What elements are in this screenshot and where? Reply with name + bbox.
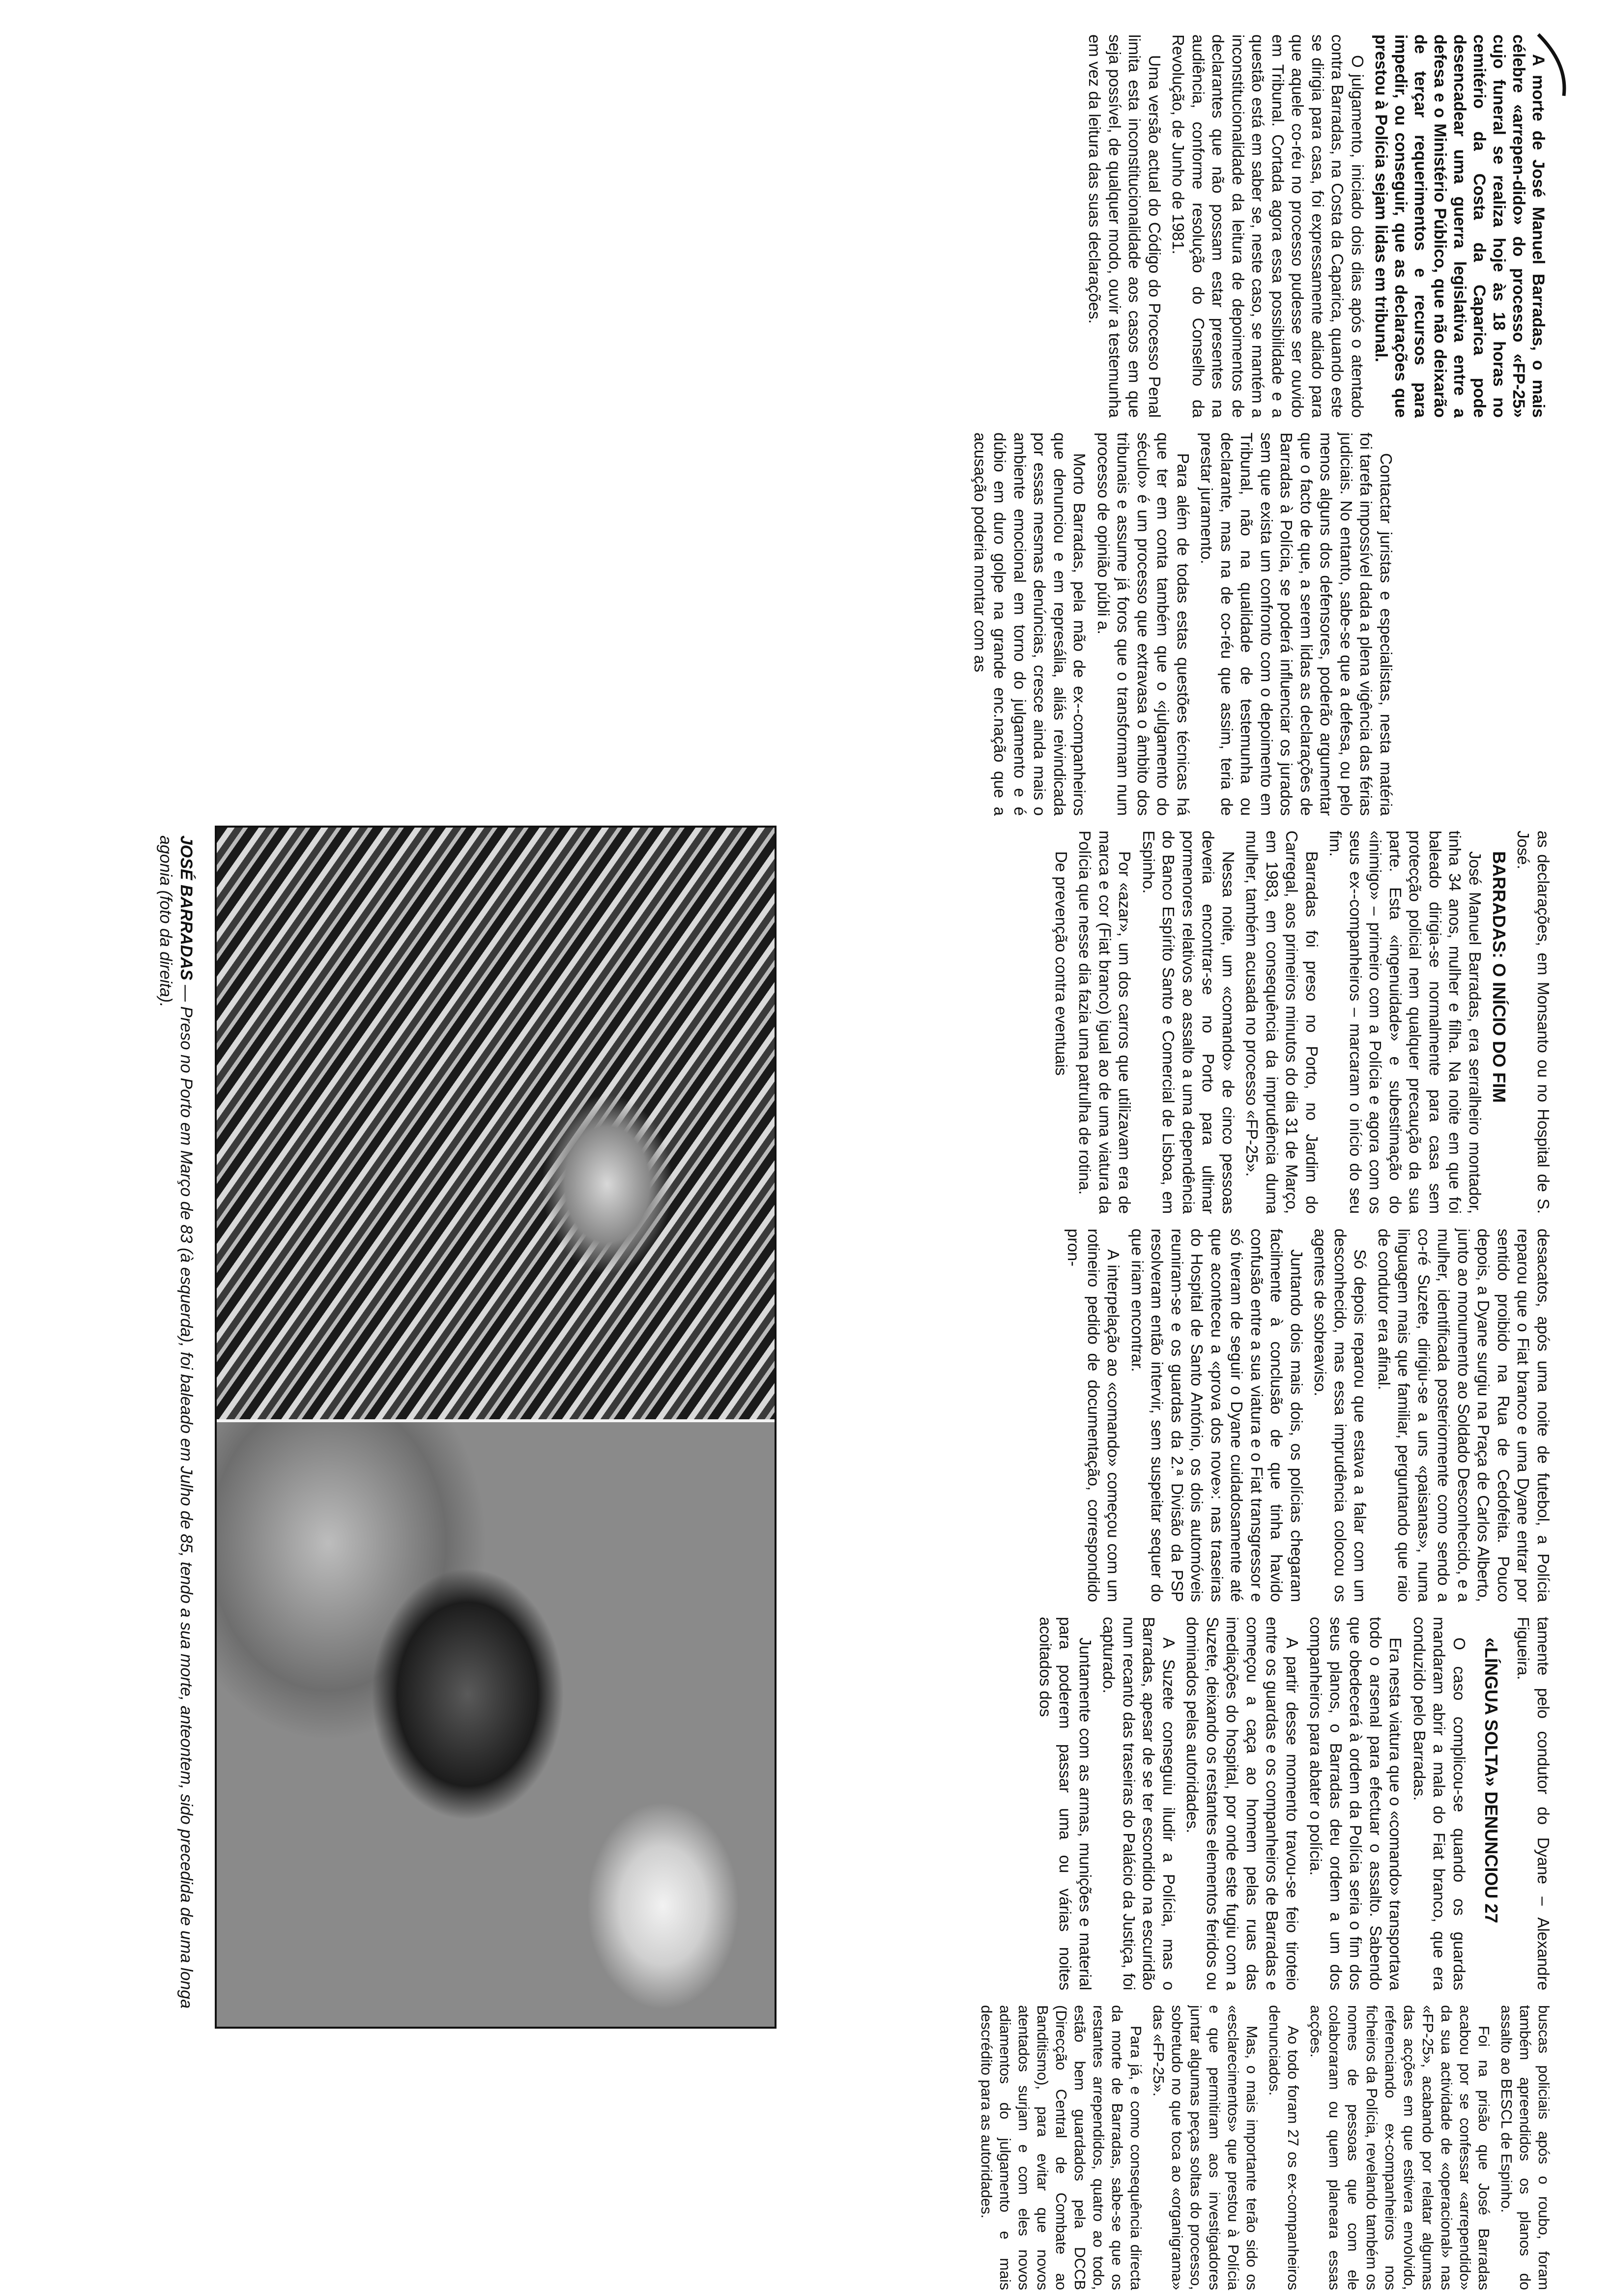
paragraph: Era nesta viatura que o «comando» transportava todo o arsenal para efectuar o assalto. Sabendo que obedecerá à ordem da Polícia seria o fim dos seus planos, o Barradas deu ordem a um dos companheiros para abater o polícia. [1307, 1617, 1405, 1990]
paragraph: Por «azar», um dos carros que utilizavam era de marca e cor (Fiat branco) igual ao de uma viatura da Polícia que nesse dia fazia uma patrulha de rotina. [1076, 831, 1134, 1214]
paragraph: buscas policiais após o roubo, foram também apreendidos os planos do assalto ao BESCL de Espinho. [1498, 2005, 1553, 2290]
caption-name: JOSÉ BARRADAS [177, 835, 196, 980]
paragraph: Nessa noite, um «comando» de cinco pessoas deveria encontrar-se no Porto para ultimar pormenores relativos ao assalto a uma dependência do Banco Espírito Santo e Comercial de Lisboa, em Espinho. [1140, 831, 1238, 1214]
photo-caption [155, 835, 197, 2020]
article-column-3 [1047, 831, 1554, 1214]
paragraph: Contactar juristas e especialistas, nesta matéria foi tarefa impossível dada a plena vigência das férias judiciais. No entanto, sabe-se que a defesa, ou pelo menos alguns dos defensores, poderão argumentar que o facto de que, a serem lidas as declarações de Barradas à Polícia, se poderá influenciar os jurados sem que exista um confronto com o depoimento em Tribunal, não na qualidade de testemunha ou declarante, mas na de co-réu que assim, teria de prestar juramento. [1198, 432, 1395, 816]
paragraph: José Manuel Barradas, era serralheiro montador, tinha 34 anos, mulher e filha. Na noite em que foi baleado dirigia-se normalmente para casa sem protecção policial nem qualquer precaução da sua parte. Esta «ingenuidade» e subestimação do «inimigo» – primeiro com a Polícia e agora com os seus ex--companheiros – marcaram o início do seu fim. [1326, 831, 1484, 1214]
caption-text: — Preso no Porto em Março de 83 (à esquerda), foi baleado em Julho de 85, tendo a sua morte, anteontem, sido precedida de uma longa agonia (foto da direita). [156, 835, 196, 2009]
paragraph: as declarações, em Monsanto ou no Hospital de S. José. [1514, 831, 1553, 1214]
subheading-lingua-solta: «LÍNGUA SOLTA» DENUNCIOU 27 [1481, 1637, 1501, 1923]
paragraph: Para já, e como consequência directa da morte de Barradas, sabe-se que os restantes arrependidos, quatro ao todo, estão bem guardados pela DCCB (Direcção Central de Combate ao Banditismo), para evitar que novos atentados surjam e com eles novos adiamentos do julgamento e mais descrédito para as autoridades. [978, 2005, 1145, 2290]
paragraph: A Suzete conseguiu iludir a Polícia, mas o Barradas, apesar de se ter escondido na escuridão num recanto das traseiras do Palácio da Justiça, foi capturado. [1100, 1617, 1178, 1990]
paragraph: Barradas foi preso no Porto, no Jardim do Carregal, aos primeiros minutos do dia 31 de Março, em 1983, em consequência da imprudência duma mulher, também acusada no processo «FP-25». [1243, 831, 1321, 1214]
photo-barradas-hospital [217, 1422, 775, 2027]
paragraph: A interpelação ao «comando» começou com um rotineiro pedido de documentação, correspondido pron- [1065, 1229, 1123, 1602]
paragraph: Para além de todas estas questões técnicas há que ter em conta também que o «julgamento do século» é um processo que extravasa o âmbito dos tribunais e assume já foros que o transformam num processo de opinião públi a. [1094, 432, 1192, 816]
paragraph: O julgamento, iniciado dois dias após o atentado contra Barradas, na Costa da Caparica, quando este se dirigia para casa, foi expressamente adiado para que aquele co-réu no processo pudesse ser ouvido em Tribunal. Cortada agora essa possibilidade e a questão está em saber se, neste caso, se mantém a inconstitucionalidade da leitura de depoimentos de declarantes que não possam estar presentes na audiência, conforme resolução do Conselho da Revolução, de Junho de 1981. [1169, 34, 1367, 418]
article-column-5 [791, 1617, 1553, 1990]
paragraph: De prevenção contra eventuais [1052, 851, 1070, 1076]
article-column-4 [1060, 1229, 1553, 1602]
photo-pair [215, 826, 777, 2029]
paragraph: desacatos, após uma noite de futebol, a Polícia reparou que o Fiat branco e uma Dyane entrar por sentido proibido na Rua de Cedofeita. Pouco depois, a Dyane surgiu na Praça de Carlos Alberto, junto ao monumento ao Soldado Desconhecido, e a mulher, identificada posteriormente como sendo a co-ré Suzete, dirigiu-se a uns «paisanas», numa linguagem mais que familiar, perguntando que raio de condutor era afinal. [1375, 1229, 1553, 1602]
article-lead: A morte de José Manuel Barradas, o mais célebre «arrepen-dido» do processo «FP-25» cujo funeral se realiza hoje às 18 horas no cemitério da Costa da Caparica pode desencadear uma guerra legislativa entre a defesa e o Ministério Público, que não deixarão de terçar requerimentos e recursos para impedir, ou conseguir, que as declarações que prestou à Polícia sejam lidas em tribunal. [1372, 34, 1548, 418]
paragraph: Morto Barradas, pela mão de ex--companheiros que denunciou e em represália, aliás reivindicada por essas mesmas denúncias, cresce ainda mais o ambiente emocional em torno do julgamento e é dúbio em duro golpe na grande enc.nação que a acusação poderia montar com as [971, 432, 1089, 816]
article-column-6 [786, 2005, 1553, 2290]
paragraph: Foi na prisão que José Barradas acabou por se confessar «arrependido» da sua actividade de «operacional» nas «FP-25», acabando por relatar algumas das acções em que estivera envolvido, referenciando ex-companheiros nos ficheiros da Polícia, revelando também os nomes de pessoas que com ele colaboraram ou quem planeara essas acções. [1307, 2005, 1493, 2290]
paragraph: Só depois reparou que estava a falar com um desconhecido, mas essa imprudência colocou os agentes de sobreaviso. [1311, 1229, 1370, 1602]
subheading-barradas: BARRADAS: O INÍCIO DO FIM [1489, 851, 1509, 1103]
paragraph: Juntamente com as armas, munições e material para poderem passar uma ou várias noites acoitados dos [1036, 1617, 1094, 1990]
paragraph: A partir desse momento travou-se feio tiroteio entre os guardas e os companheiros de Barradas e começou a caça ao homem pelas ruas das imediações do hospital, por onde este fugiu com a Suzete, deixando os restantes elementos feridos ou dominados pelas autoridades. [1183, 1617, 1301, 1990]
paragraph: tamente pelo condutor do Dyane – Alexandre Figueira. [1514, 1617, 1553, 1990]
photo-barradas-arrest [217, 828, 775, 1422]
paragraph: O caso complicou-se quando os guardas mandaram abrir a mala do Fiat branco, que era conduzido pelo Barradas. [1410, 1617, 1468, 1990]
paragraph: Ao todo foram 27 os ex-companheiros denunciados. [1266, 2005, 1302, 2290]
article-column-2 [966, 432, 1396, 816]
paragraph: Mas, o mais importante terão sido os «esclarecimentos» que prestou à Polícia e que permitiram aos investigadores juntar algumas peças soltas do processo, sobretudo no que toca ao «organigrama» das «FP-25». [1150, 2005, 1261, 2290]
article-column-1 [1081, 34, 1548, 418]
paragraph: Juntando dois mais dois, os polícias chegaram facilmente à conclusão de que tinha havido confusão entre a sua viatura e o Fiat transgressor e só tiveram de seguir o Dyane cuidadosamente até que aconteceu a «prova dos nove»: nas traseiras do Hospital de Santo António, os dois automóveis reuniram-se e os guardas da 2.ª Divisão da PSP resolveram então intervir, sem suspeitar sequer do que iriam encontrar. [1128, 1229, 1306, 1602]
paragraph: Uma versão actual do Código do Processo Penal limita esta inconstitucionalidade aos casos em que seja possível, de qualquer modo, ouvir a testemunha em vez da leitura das suas declarações. [1086, 34, 1164, 418]
